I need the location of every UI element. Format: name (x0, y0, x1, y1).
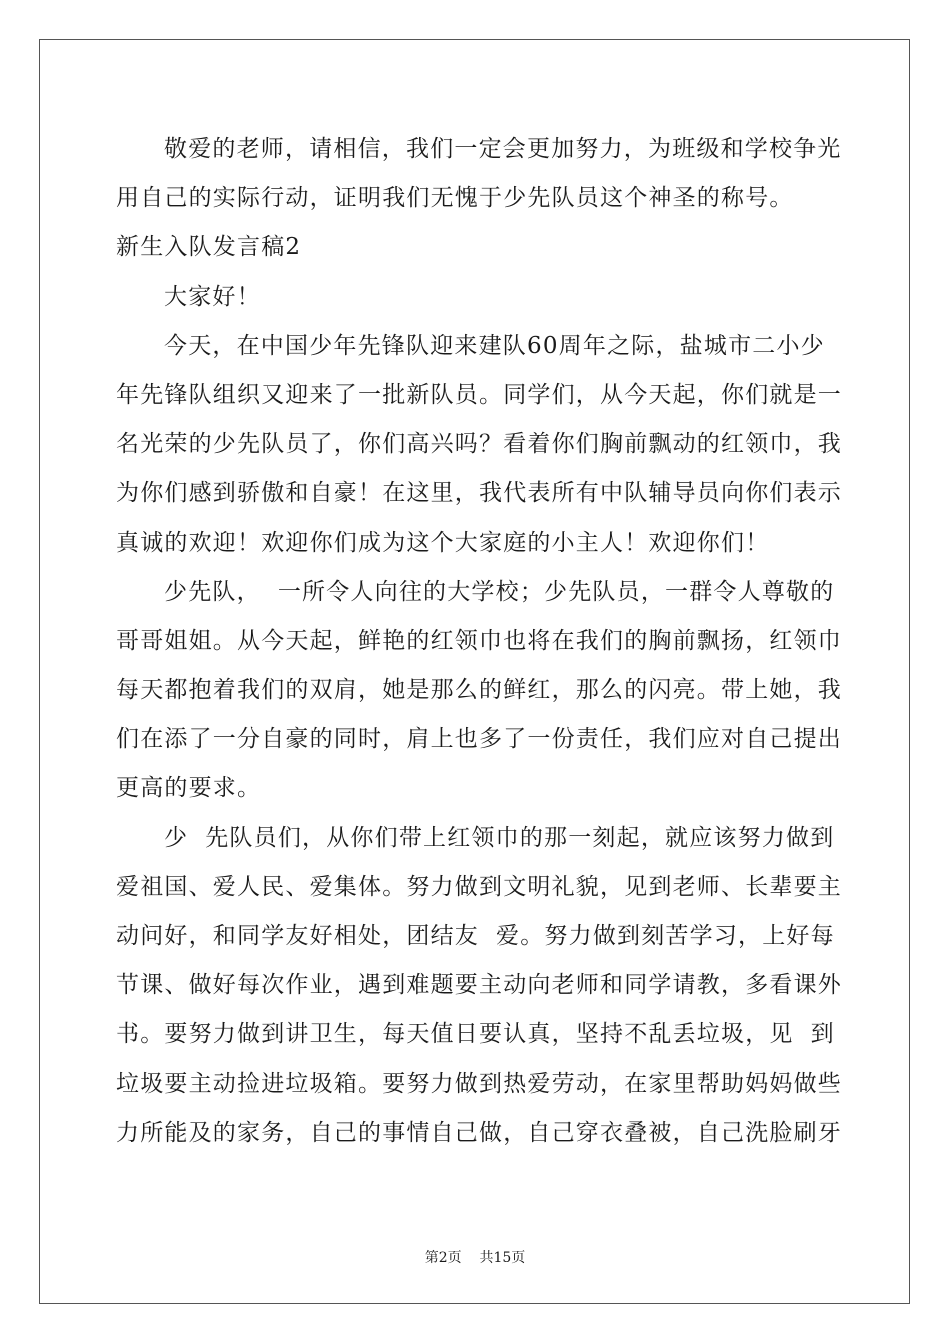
text-line: 力所能及的家务，自己的事情自己做，自己穿衣叠被，自己洗脸刷牙 (116, 1119, 842, 1146)
text-line: 每天都抱着我们的双肩，她是那么的鲜红，那么的闪亮。带上她，我 (116, 677, 842, 704)
section-heading: 新生入队发言稿2 (116, 234, 302, 261)
text-line: 书。要努力做到讲卫生，每天值日要认真，坚持不乱丢垃圾，见 到 (116, 1021, 835, 1048)
text-line: 敬爱的老师，请相信，我们一定会更加努力，为班级和学校争光 (164, 136, 842, 162)
text-line: 年先锋队组织又迎来了一批新队员。同学们，从今天起，你们就是一 (116, 381, 842, 408)
text-line: 垃圾要主动捡进垃圾箱。要努力做到热爱劳动，在家里帮助妈妈做些 (116, 1070, 842, 1097)
text-line: 爱祖国、爱人民、爱集体。努力做到文明礼貌，见到老师、长辈要主 (116, 873, 842, 900)
text-line: 哥哥姐姐。从今天起，鲜艳的红领巾也将在我们的胸前飘扬，红领巾 (116, 627, 842, 654)
text-line: 动问好，和同学友好相处，团结友 爱。努力做到刻苦学习，上好每 (116, 923, 835, 949)
text-line: 节课、做好每次作业，遇到难题要主动向老师和同学请教，多看课外 (116, 972, 842, 999)
text-line: 今天，在中国少年先锋队迎来建队60周年之际，盐城市二小少 (164, 332, 825, 359)
text-line: 少 先队员们，从你们带上红领巾的那一刻起，就应该努力做到 (164, 824, 835, 851)
page-number-footer: 第2页 共15页 (424, 1250, 526, 1266)
text-line: 们在添了一分自豪的同时，肩上也多了一份责任，我们应对自己提出 (116, 726, 842, 753)
text-line: 用自己的实际行动，证明我们无愧于少先队员这个神圣的称号。 (116, 185, 794, 212)
document-body (116, 125, 842, 1158)
text-line: 名光荣的少先队员了，你们高兴吗？看着你们胸前飘动的红领巾，我 (116, 431, 842, 458)
text-line: 真诚的欢迎！欢迎你们成为这个大家庭的小主人！欢迎你们！ (116, 529, 770, 556)
text-line: 为你们感到骄傲和自豪！在这里，我代表所有中队辅导员向你们表示 (116, 480, 842, 507)
text-line: 大家好！ (164, 283, 261, 310)
text-line: 少先队， 一所令人向往的大学校；少先队员，一群令人尊敬的 (164, 578, 835, 605)
text-line: 更高的要求。 (116, 775, 262, 802)
